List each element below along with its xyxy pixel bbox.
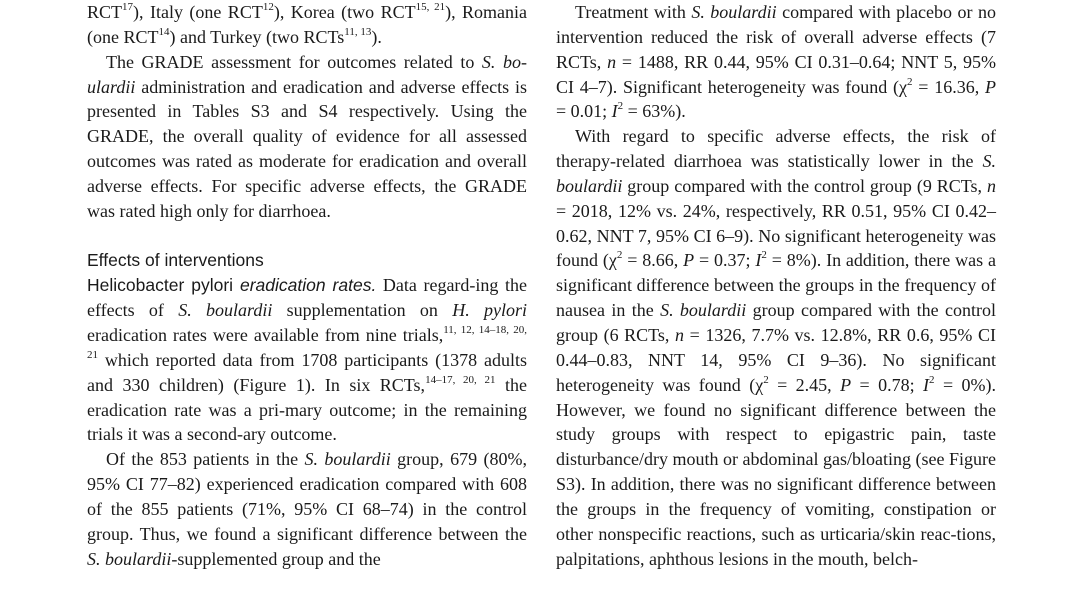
countries-paragraph: RCT$^{17}$), Italy (one RCT$^{12}$), Korea (two RCT$^{15, 21}$), Romania (one RCT$^{14}$) and Turkey (two RCTs$^{11, 13}$).	[87, 1, 528, 47]
left-column	[87, 0, 527, 571]
overall-adverse-effects-paragraph: Treatment with S. boulardii compared with placebo or no intervention reduced the risk of overall adverse effects (7 RCTs, n = 1488, RR 0.44, 95% CI 0.31–0.64; NNT 5, 95% CI 4–7). Significant heterogeneity was found ($\chi^2 = 16.36$, P = 0.01; $I^2 = 63\%$).	[556, 2, 996, 122]
eradication-rates-paragraph: Helicobacter pylori eradication rates. Data regard-ing the effects of S. boulardii supplementation on H. pylori eradication rates were available from nine trials,$^{11, 12, 14-18, 20, 21}$ which reported data from 1708 participants (1378 adults and 330 children) (Figure 1). In six RCTs,$^{14-17, 20, 21}$ the eradication rate was a pri-mary outcome; in the remaining trials it was a second-ary outcome.	[87, 275, 528, 445]
grade-paragraph: The GRADE assessment for outcomes related to S. bo-ulardii administration and eradication and adverse effects is presented in Tables S3 and S4 respectively. Using the GRADE, the overall quality of evidence for all assessed outcomes was rated as moderate for eradication and overall adverse effects. For specific adverse effects, the GRADE was rated high only for diarrhoea.	[87, 51, 527, 221]
specific-adverse-effects-paragraph: With regard to specific adverse effects, the risk of therapy-related diarrhoea was statistically lower in the S. boulardii group compared with the control group (9 RCTs, n = 2018, 12% vs. 24%, respectively, RR 0.51, 95% CI 0.42–0.62, NNT 7, 95% CI 6–9). No significant heterogeneity was found ($\chi^2 = 8.66$, P = 0.37; $I^2 = 8\%$). In addition, there was a significant difference between the groups in the frequency of nausea in the S. boulardii group compared with the control group (6 RCTs, n = 1326, 7.7% vs. 12.8%, RR 0.6, 95% CI 0.44–0.83, NNT 14, 95% CI 9–36). No significant heterogeneity was found ($\chi^2 = 2.45$, P = 0.78; $I^2 = 0\%$). However, we found no significant difference between the study groups with respect to epigastric pain, taste disturbance/dry mouth or abdominal gas/bloating (see Figure S3). In addition, there was no significant difference between the groups in the frequency of vomiting, constipation or other nonspecific reactions, such as urticaria/skin reac-tions, palpitations, aphthous lesions in the mouth, belch-	[556, 126, 997, 569]
right-column	[556, 0, 996, 571]
runin-heading: Helicobacter pylori eradication rates.	[87, 275, 377, 296]
section-heading: Effects of interventions	[87, 250, 264, 271]
eradication-results-paragraph: Of the 853 patients in the S. boulardii group, 679 (80%, 95% CI 77–82) experienced eradication compared with 608 of the 855 patients (71%, 95% CI 68–74) in the control group. Thus, we found a significant difference between the S. boulardii-supplemented group and the	[87, 449, 527, 569]
